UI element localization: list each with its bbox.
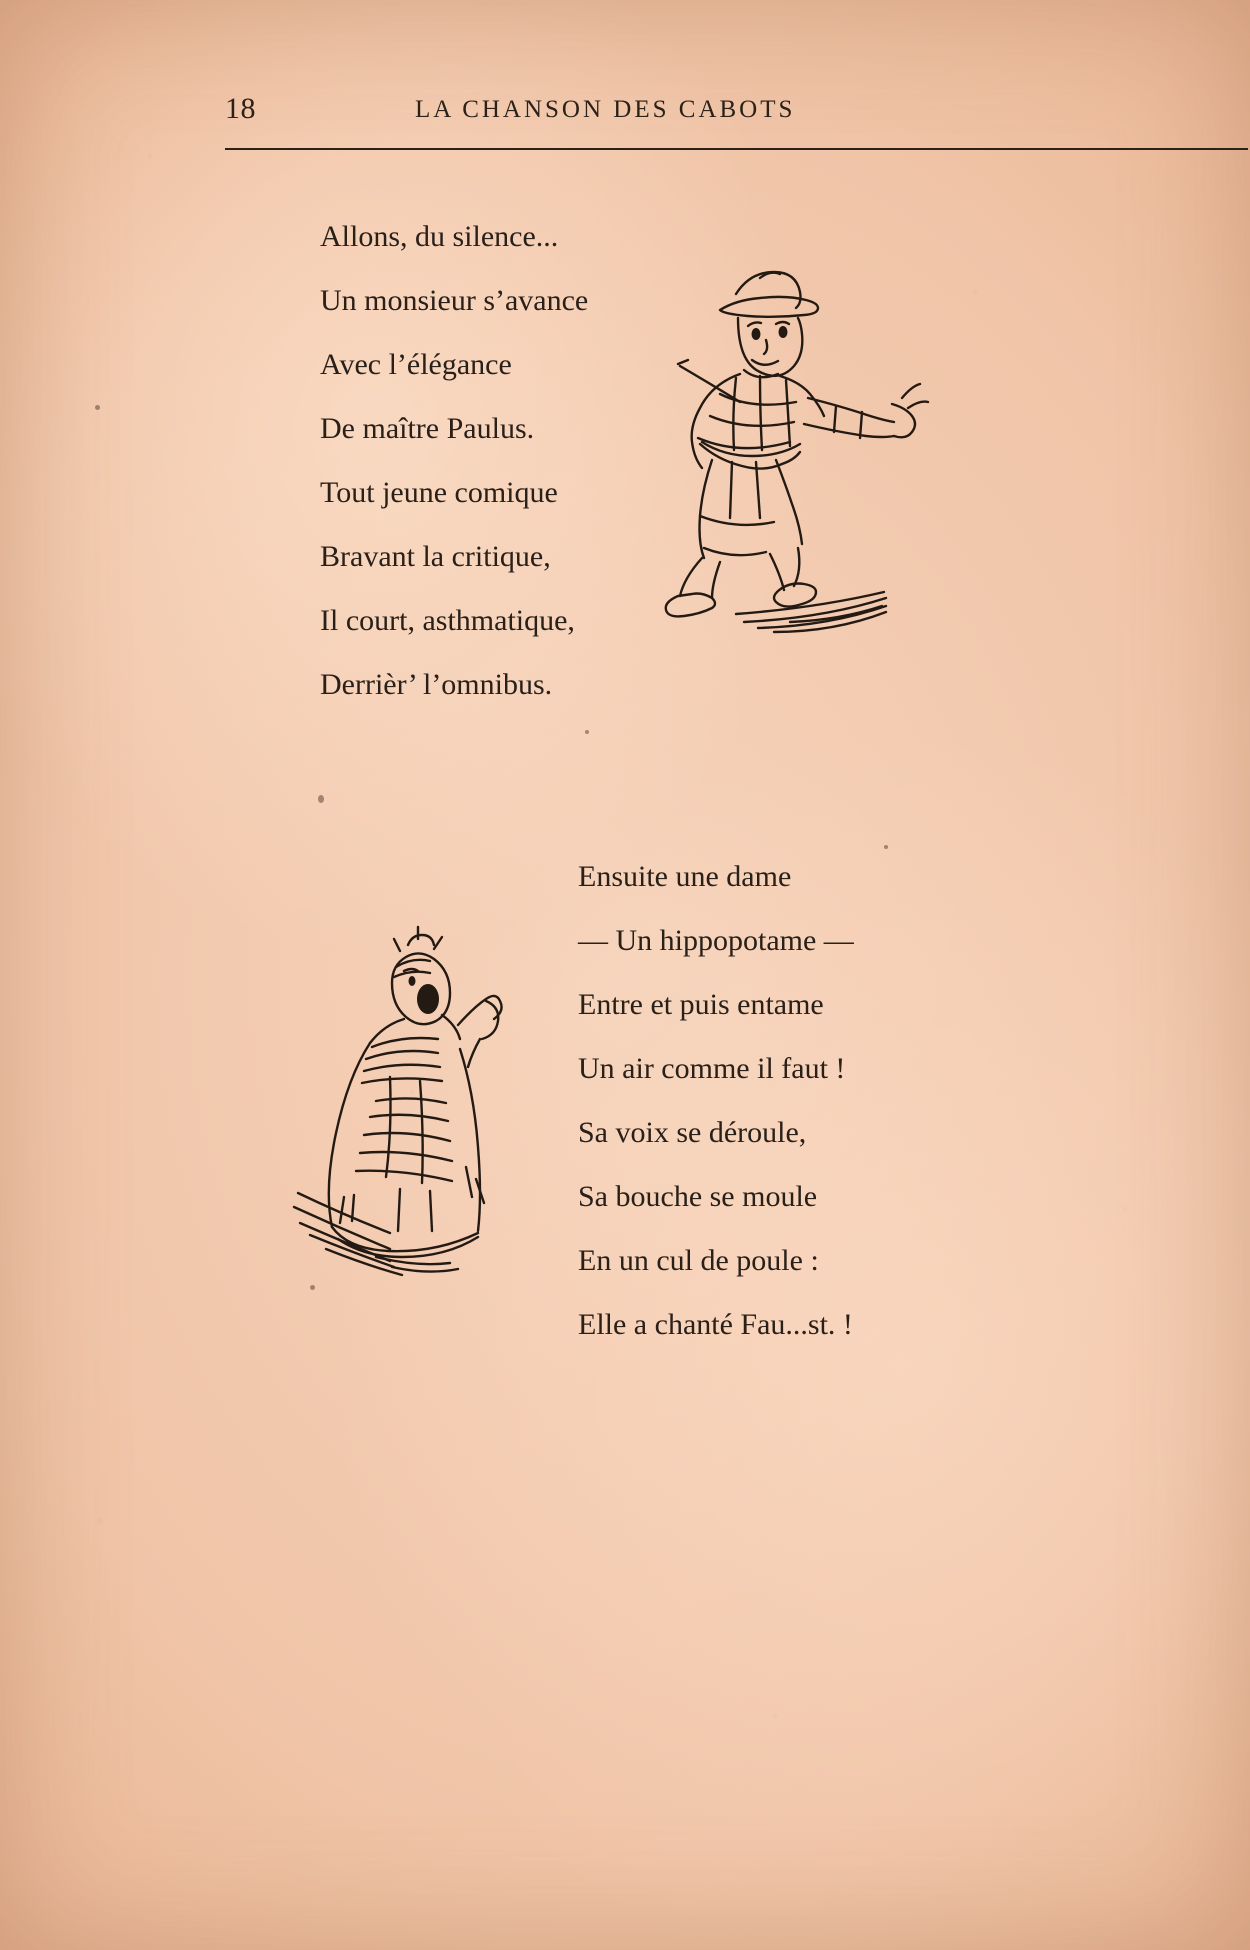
verse-line: Derrièr’ l’omnibus. — [320, 668, 553, 701]
verse-line: Sa voix se déroule, — [578, 1116, 807, 1149]
ink-speck — [95, 405, 100, 410]
verse-line: Avec l’élégance — [320, 348, 512, 381]
verse-line: — Un hippopotame — — [578, 924, 854, 957]
verse-line: Un air comme il faut ! — [578, 1052, 846, 1085]
page-header — [225, 88, 1190, 144]
verse-line: Entre et puis entame — [578, 988, 824, 1021]
singing-lady-drawing — [280, 905, 560, 1295]
verse-line: Il court, asthmatique, — [320, 604, 575, 637]
verse-line: En un cul de poule : — [578, 1244, 819, 1277]
page-number: 18 — [225, 92, 256, 125]
ink-speck — [318, 795, 324, 803]
verse-line: Ensuite une dame — [578, 860, 792, 893]
verse-line: Un monsieur s’avance — [320, 284, 589, 317]
ink-speck — [585, 730, 589, 734]
verse-line: Bravant la critique, — [320, 540, 551, 573]
running-man-drawing — [640, 248, 940, 638]
verse-line: De maître Paulus. — [320, 412, 535, 445]
verse-line: Tout jeune comique — [320, 476, 558, 509]
stanza-two — [578, 845, 854, 1357]
running-title: LA CHANSON DES CABOTS — [415, 96, 796, 123]
header-divider — [225, 148, 1248, 150]
verse-line: Sa bouche se moule — [578, 1180, 818, 1213]
verse-line: Elle a chanté Fau...st. ! — [578, 1308, 853, 1341]
ink-speck — [884, 845, 888, 849]
verse-line: Allons, du silence... — [320, 220, 559, 253]
stanza-one — [320, 205, 588, 717]
